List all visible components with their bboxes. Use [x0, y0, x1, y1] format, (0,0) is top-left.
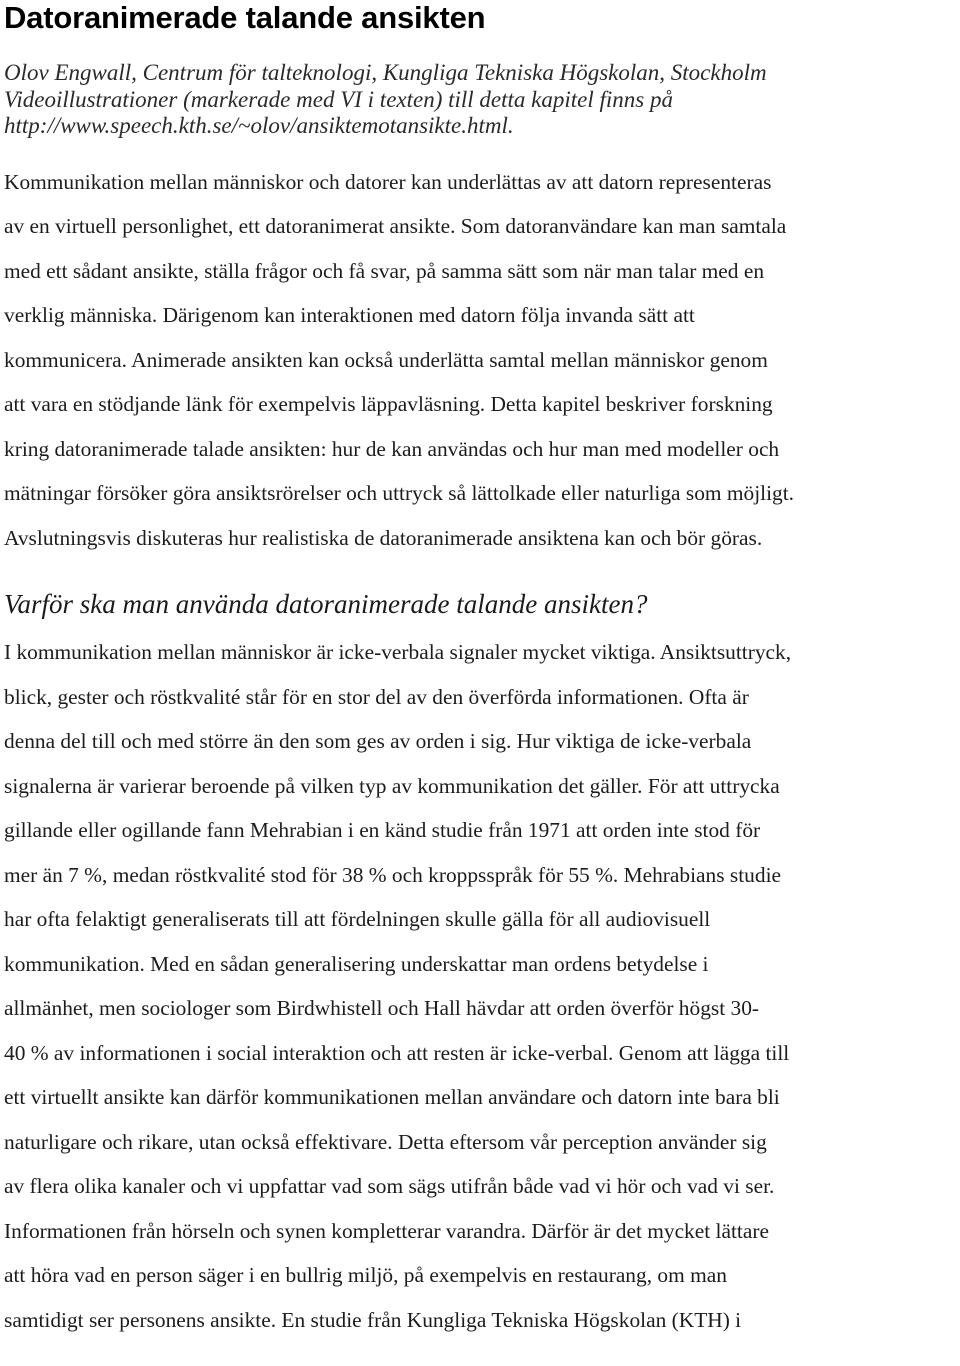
byline-line: Olov Engwall, Centrum för talteknologi, Kungliga Tekniska Högskolan, Stockholm	[4, 60, 767, 85]
text-line: kommunikation. Med en sådan generalisering underskattar man ordens betydelse i	[4, 951, 709, 976]
text-line: mer än 7 %, medan röstkvalité stod för 38 % och kroppsspråk för 55 %. Mehrabians studie	[4, 862, 782, 887]
text-line: Informationen från hörseln och synen kompletterar varandra. Därför är det mycket lättare	[4, 1218, 769, 1243]
text-line: gillande eller ogillande fann Mehrabian i en känd studie från 1971 att orden inte stod för	[4, 818, 761, 842]
text-line: signalerna är varierar beroende på vilken typ av kommunikation det gäller. För att uttrycka	[4, 773, 780, 798]
text-line: kring datoranimerade talade ansikten: hur de kan användas och hur man med modeller och	[4, 436, 780, 461]
text-line: av en virtuell personlighet, ett datoranimerat ansikte. Som datoranvändare kan man samtala	[4, 214, 787, 238]
text-line: verklig människa. Därigenom kan interaktionen med datorn följa invanda sätt att	[4, 303, 695, 327]
text-line: kommunicera. Animerade ansikten kan också underlätta samtal mellan människor genom	[4, 347, 768, 372]
text-line: blick, gester och röstkvalité står för en stor del av den överförda informationen. Ofta är	[4, 684, 749, 709]
text-line: ett virtuellt ansikte kan därför kommunikationen mellan användare och datorn inte bara bli	[4, 1085, 780, 1109]
byline-line: Videoillustrationer (markerade med VI i texten) till detta kapitel finns på	[4, 86, 673, 112]
page-title: Datoranimerade talande ansikten	[4, 0, 486, 35]
author-byline	[4, 60, 956, 140]
text-line: med ett sådant ansikte, ställa frågor och få svar, på samma sätt som när man talar med en	[4, 258, 765, 283]
text-line: naturligare och rikare, utan också effektivare. Detta eftersom vår perception använder sig	[4, 1129, 767, 1154]
text-line: I kommunikation mellan människor är icke-verbala signaler mycket viktiga. Ansiktsuttryck,	[4, 640, 792, 664]
text-line: samtidigt ser personens ansikte. En studie från Kungliga Tekniska Högskolan (KTH) i	[4, 1307, 742, 1332]
text-line: allmänhet, men sociologer som Birdwhistell och Hall hävdar att orden överför högst 30-	[4, 996, 760, 1020]
text-line: av flera olika kanaler och vi uppfattar vad som sägs utifrån både vad vi hör och vad vi ser.	[4, 1174, 775, 1198]
text-line: denna del till och med större än den som ges av orden i sig. Hur viktiga de icke-verbala	[4, 729, 752, 753]
byline-line: http://www.speech.kth.se/~olov/ansiktemotansikte.html.	[4, 113, 514, 138]
text-line: Avslutningsvis diskuteras hur realistiska de datoranimerade ansiktena kan och bör göras.	[4, 525, 763, 550]
intro-paragraph	[4, 160, 956, 561]
text-line: mätningar försöker göra ansiktsrörelser och uttryck så lättolkade eller naturliga som möjligt.	[4, 481, 795, 505]
text-line: att höra vad en person säger i en bullrig miljö, på exempelvis en restaurang, om man	[4, 1263, 727, 1287]
text-line: har ofta felaktigt generaliserats till att fördelningen skulle gälla för all audiovisuell	[4, 907, 711, 931]
document-page	[4, 0, 956, 1342]
text-line: Kommunikation mellan människor och datorer kan underlättas av att datorn representeras	[4, 169, 772, 194]
text-line: 40 % av informationen i social interaktion och att resten är icke-verbal. Genom att lägga till	[4, 1040, 790, 1065]
text-line: att vara en stödjande länk för exempelvis läppavläsning. Detta kapitel beskriver forskning	[4, 392, 773, 416]
section-paragraph	[4, 630, 956, 1342]
section-heading: Varför ska man använda datoranimerade talande ansikten?	[4, 589, 648, 619]
